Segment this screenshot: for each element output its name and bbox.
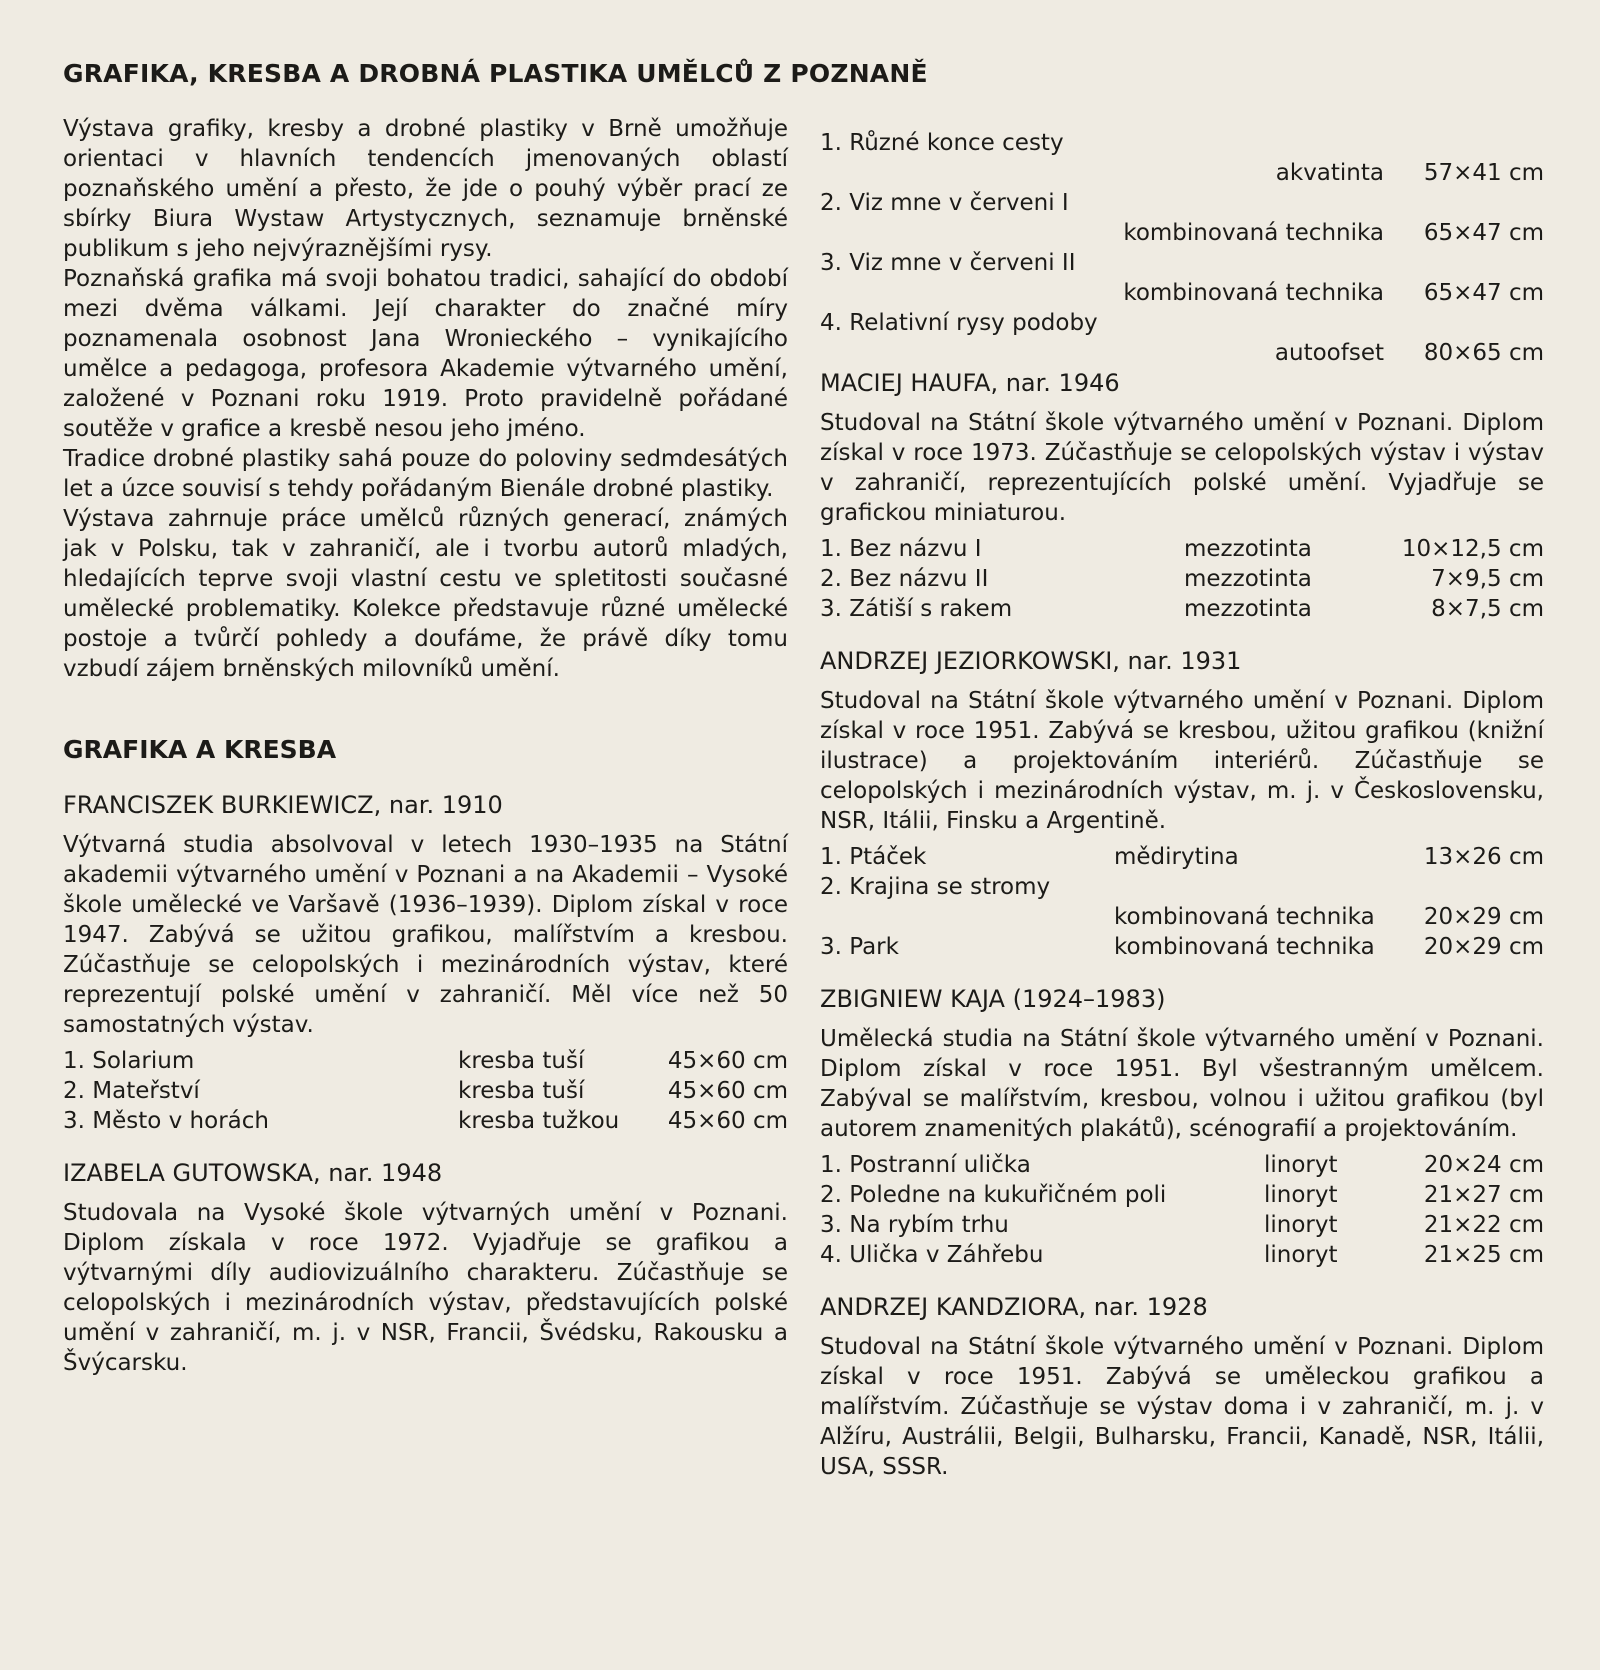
work-size: 21×25 cm [1423,1242,1544,1268]
work-size: 13×26 cm [1423,844,1544,870]
work-title: 1. Solarium [63,1048,195,1074]
artist-name: FRANCISZEK BURKIEWICZ, nar. 1910 [63,791,503,819]
work-size: 20×24 cm [1423,1152,1544,1178]
work-size: 10×12,5 cm [1401,536,1544,562]
work-item [820,1180,1544,1210]
work-item [63,1076,788,1106]
main-title: GRAFIKA, KRESBA A DROBNÁ PLASTIKA UMĚLCŮ Z POZNANĚ [63,59,928,88]
intro-paragraph-2: Poznaňská grafika má svoji bohatou tradici, sahající do období mezi dvěma válkami. Její charakter do značné míry poznamenala osobnost Jana Wronieckého – vynikajícího umělce a pedagoga, profesora Akademie výtvarného umění, založené v Poznani roku 1919. Proto pravidelně pořádané soutěže v grafice a kresbě nesou jeho jméno. [63,266,788,442]
intro-paragraph-3: Tradice drobné plastiky sahá pouze do poloviny sedmdesátých let a úzce souvisí s tehdy pořádaným Bienále drobné plastiky. [63,446,788,502]
work-title: 3. Viz mne v červeni II [820,250,1076,276]
work-item [820,308,1544,368]
artist-bio: Studoval na Státní škole výtvarného umění v Poznani. Diplom získal v roce 1951. Zabývá se uměleckou grafikou a malířstvím. Zúčastňuje se výstav doma i v zahraničí, m. j. v Alžíru, Austrálii, Belgii, Bulharsku, Francii, Kanadě, NSR, Itálii, USA, SSSR. [820,1334,1544,1480]
work-details [820,338,1544,368]
section-title: GRAFIKA A KRESBA [63,735,337,764]
artist-name: ZBIGNIEW KAJA (1924–1983) [820,985,1166,1013]
works-list [820,534,1544,624]
work-size: 57×41 cm [1423,160,1544,186]
work-item [820,534,1544,564]
work-technique: kombinovaná technika [1123,280,1384,306]
work-title: 4. Ulička v Záhřebu [820,1242,1044,1268]
work-size: 7×9,5 cm [1431,566,1544,592]
work-size: 20×29 cm [1423,934,1544,960]
artist-entry [63,1158,788,1378]
work-technique: linoryt [1264,1212,1338,1238]
work-item [820,188,1544,248]
work-technique: autoofset [1274,340,1384,366]
work-title: 2. Mateřství [63,1078,200,1104]
work-details [820,902,1544,932]
work-technique: kombinovaná technika [1114,934,1375,960]
work-title: 2. Krajina se stromy [820,874,1051,900]
works-list [820,1150,1544,1270]
work-technique: mezzotinta [1184,536,1312,562]
work-size: 45×60 cm [667,1048,788,1074]
artist-entry [820,646,1544,962]
work-technique: mědirytina [1114,844,1239,870]
artist-bio: Umělecká studia na Státní škole výtvarného umění v Poznani. Diplom získal v roce 1951. Byl všestranným umělcem. Zabýval se malířstvím, kresbou, volnou i užitou grafikou (byl autorem znamenitých plakátů), scénografií a projektováním. [820,1026,1544,1142]
work-details [820,278,1544,308]
work-technique: linoryt [1264,1152,1338,1178]
artist-name: MACIEJ HAUFA, nar. 1946 [820,369,1120,397]
artist-entry [820,1292,1544,1482]
artist-entry [820,984,1544,1270]
work-item [820,1150,1544,1180]
artist-bio: Studoval na Státní škole výtvarného umění v Poznani. Diplom získal v roce 1951. Zabývá se kresbou, užitou grafikou (knižní ilustrace) a projektováním interiérů. Zúčastňuje se celopolských i mezinárodních výstav, m. j. v Československu, NSR, Itálii, Finsku a Argentině. [820,688,1544,834]
work-size: 45×60 cm [667,1108,788,1134]
work-size: 8×7,5 cm [1431,596,1544,622]
work-size: 20×29 cm [1423,904,1544,930]
work-technique: kombinovaná technika [1123,220,1384,246]
artist-bio: Studoval na Státní škole výtvarného umění v Poznani. Diplom získal v roce 1973. Zúčastňuje se celopolských výstav i výstav v zahraničí, reprezentujících polské umění. Vyjadřuje se grafickou miniaturou. [820,410,1544,526]
work-technique: kresba tuší [458,1048,585,1074]
work-title: 1. Různé konce cesty [820,130,1064,156]
continued-works-list [820,128,1544,368]
intro-paragraph-1: Výstava grafiky, kresby a drobné plastiky v Brně umožňuje orientaci v hlavních tendencích jmenovaných oblastí poznaňského umění a přesto, že jde o pouhý výběr prací ze sbírky Biura Wystaw Artystycznych, seznamuje brněnské publikum s jeho nejvýraznějšími rysy. [63,116,788,262]
work-size: 45×60 cm [667,1078,788,1104]
artist-bio: Výtvarná studia absolvoval v letech 1930–1935 na Státní akademii výtvarného umění v Poznani a na Akademii – Vysoké škole umělecké ve Varšavě (1936–1939). Diplom získal v roce 1947. Zabývá se užitou grafikou, malířstvím a kresbou. Zúčastňuje se celopolských i mezinárodních výstav, které reprezentují polské umění v zahraničí. Měl více než 50 samostatných výstav. [63,832,788,1038]
work-title: 1. Postranní ulička [820,1152,1031,1178]
work-technique: mezzotinta [1184,596,1312,622]
work-details [820,218,1544,248]
work-item [820,842,1544,872]
work-item [820,564,1544,594]
artist-bio: Studovala na Vysoké škole výtvarných umění v Poznani. Diplom získala v roce 1972. Vyjadřuje se grafikou a výtvarnými díly audiovizuálního charakteru. Zúčastňuje se celopolských i mezinárodních výstav, představujících polské umění v zahraničí, m. j. v NSR, Francii, Švédsku, Rakousku a Švýcarsku. [63,1200,788,1376]
work-size: 65×47 cm [1423,220,1544,246]
artist-name: ANDRZEJ KANDZIORA, nar. 1928 [820,1293,1208,1321]
work-title: 3. Park [820,934,899,960]
work-item [820,1240,1544,1270]
work-technique: kombinovaná technika [1114,904,1375,930]
works-list [63,1046,788,1136]
work-title: 2. Bez názvu II [820,566,989,592]
works-list [820,842,1544,962]
work-item [63,1106,788,1136]
work-title: 2. Poledne na kukuřičném poli [820,1182,1167,1208]
work-size: 80×65 cm [1423,340,1544,366]
work-title: 3. Město v horách [63,1108,269,1134]
right-column [820,128,1544,1504]
work-size: 21×27 cm [1423,1182,1544,1208]
work-title: 4. Relativní rysy podoby [820,310,1098,336]
work-technique: mezzotinta [1184,566,1312,592]
work-size: 65×47 cm [1423,280,1544,306]
work-technique: linoryt [1264,1182,1338,1208]
work-item [820,594,1544,624]
artist-entry [63,790,788,1136]
work-item [63,1046,788,1076]
artist-entry [820,368,1544,624]
work-technique: akvatinta [1275,160,1384,186]
work-details [820,158,1544,188]
work-technique: kresba tuší [458,1078,585,1104]
work-title: 1. Bez názvu I [820,536,982,562]
artist-name: IZABELA GUTOWSKA, nar. 1948 [63,1159,443,1187]
work-item [820,128,1544,188]
work-item [820,1210,1544,1240]
work-title: 3. Na rybím trhu [820,1212,1009,1238]
work-title: 1. Ptáček [820,844,927,870]
work-title: 2. Viz mne v červeni I [820,190,1069,216]
work-item [820,248,1544,308]
work-technique: kresba tužkou [458,1108,620,1134]
work-size: 21×22 cm [1423,1212,1544,1238]
work-title: 3. Zátiší s rakem [820,596,1013,622]
work-item [820,872,1544,932]
work-item [820,932,1544,962]
work-technique: linoryt [1264,1242,1338,1268]
intro-paragraph-4: Výstava zahrnuje práce umělců různých generací, známých jak v Polsku, tak v zahraničí, ale i tvorbu autorů mladých, hledajících teprve svoji vlastní cestu ve spletitosti současné umělecké problematiky. Kolekce představuje různé umělecké postoje a tvůrčí pohledy a doufáme, že právě díky tomu vzbudí zájem brněnských milovníků umění. [63,506,788,682]
artist-name: ANDRZEJ JEZIORKOWSKI, nar. 1931 [820,647,1242,675]
